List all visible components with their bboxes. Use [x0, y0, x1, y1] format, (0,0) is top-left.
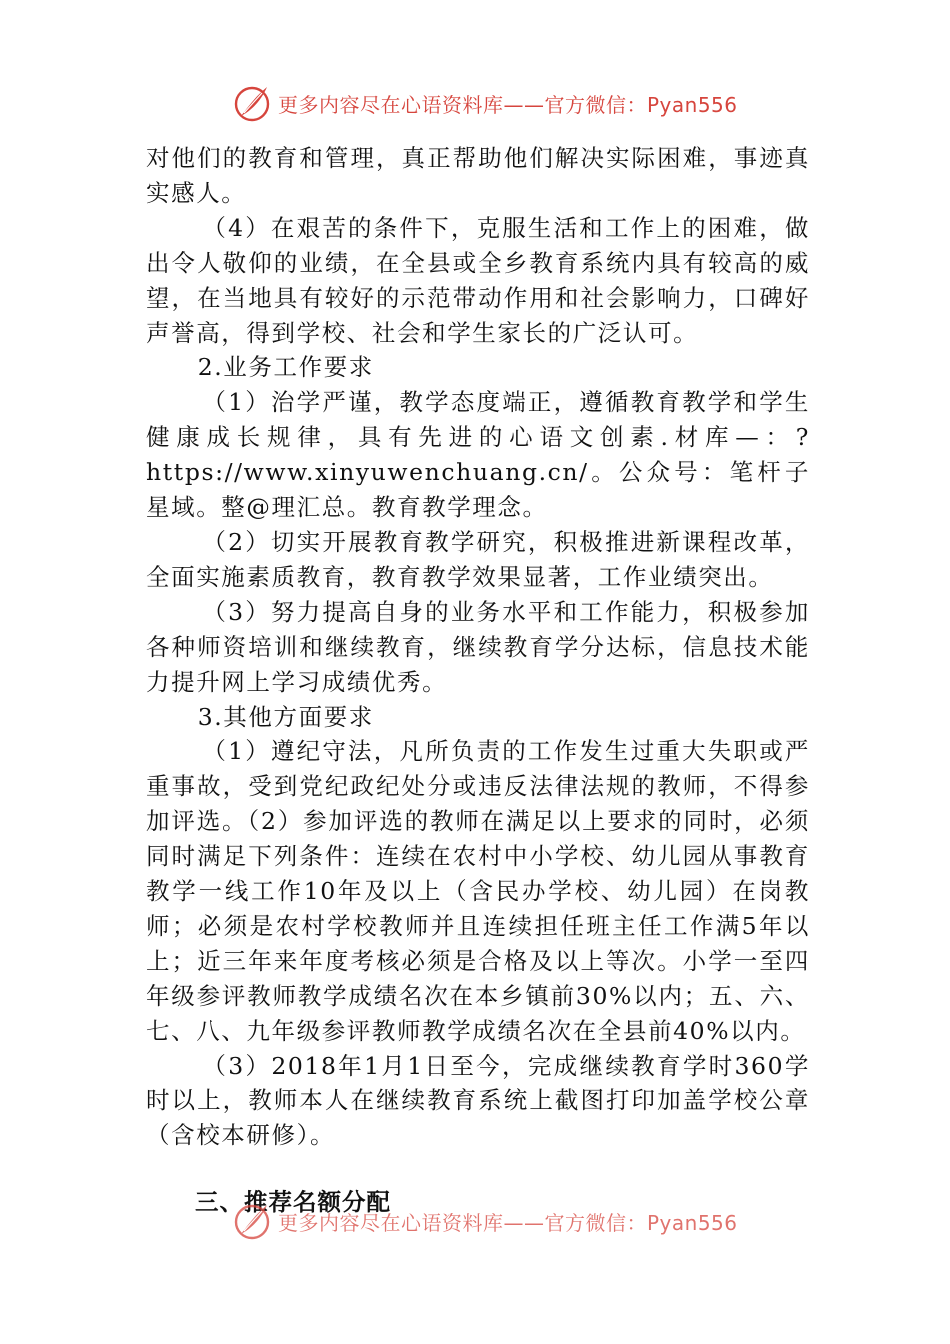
feather-pen-logo-icon: [232, 83, 272, 123]
feather-pen-logo-icon: [232, 1201, 272, 1241]
paragraph-business-item-2: （2）切实开展教育教学研究，积极推进新课程改革，全面实施素质教育，教育教学效果显著，工作业绩突出。: [146, 527, 810, 591]
header-watermark: [232, 81, 738, 125]
header-watermark-text: 更多内容尽在心语资料库——官方微信：Pyan556: [278, 92, 738, 117]
footer-watermark-text: 更多内容尽在心语资料库——官方微信：Pyan556: [278, 1210, 738, 1235]
subheading-business-requirements: 2.业务工作要求: [197, 353, 374, 382]
paragraph-continuation: 对他们的教育和管理，真正帮助他们解决实际困难，事迹真实感人。: [146, 144, 810, 207]
section-title: 三、推荐名额分配: [195, 1188, 391, 1216]
paragraph-item-4: （4）在艰苦的条件下，克服生活和工作上的困难，做出令人敬仰的业绩，在全县或全乡教育系统内具有较高的威望，在当地具有较好的示范带动作用和社会影响力，口碑好声誉高，得到学校、社会和学生家长的广泛认可。: [146, 213, 810, 347]
paragraph-business-item-3: （3）努力提高自身的业务水平和工作能力，积极参加各种师资培训和继续教育，继续教育学分达标，信息技术能力提升网上学习成绩优秀。: [146, 597, 810, 696]
paragraph-other-items-1-2: （1）遵纪守法，凡所负责的工作发生过重大失职或严重事故，受到党纪政纪处分或违反法律法规的教师，不得参加评选。（2）参加评选的教师在满足以上要求的同时，必须同时满足下列条件：连续在农村中小学校、幼儿园从事教育教学一线工作10年及以上（含民办学校、幼儿园）在岗教师；必须是农村学校教师并且连续担任班主任工作满5年以上；近三年来年度考核必须是合格及以上等次。小学一至四年级参评教师教学成绩名次在本乡镇前30%以内；五、六、七、八、九年级参评教师教学成绩名次在全县前40%以内。: [146, 737, 810, 1045]
subheading-other-requirements: 3.其他方面要求: [197, 702, 374, 731]
paragraph-business-item-1: （1）治学严谨，教学态度端正，遵循教育教学和学生健康成长规律，具有先进的心语文创素.材库—：?https://www.xinyuwenchuang.cn/。公众号：笔杆子星域。整@理汇总。教育教学理念。: [146, 388, 810, 522]
paragraph-other-item-3: （3）2018年1月1日至今，完成继续教育学时360学时以上，教师本人在继续教育系统上截图打印加盖学校公章（含校本研修）。: [146, 1051, 810, 1150]
document-body: [146, 141, 810, 1153]
footer-watermark: [232, 1199, 738, 1243]
